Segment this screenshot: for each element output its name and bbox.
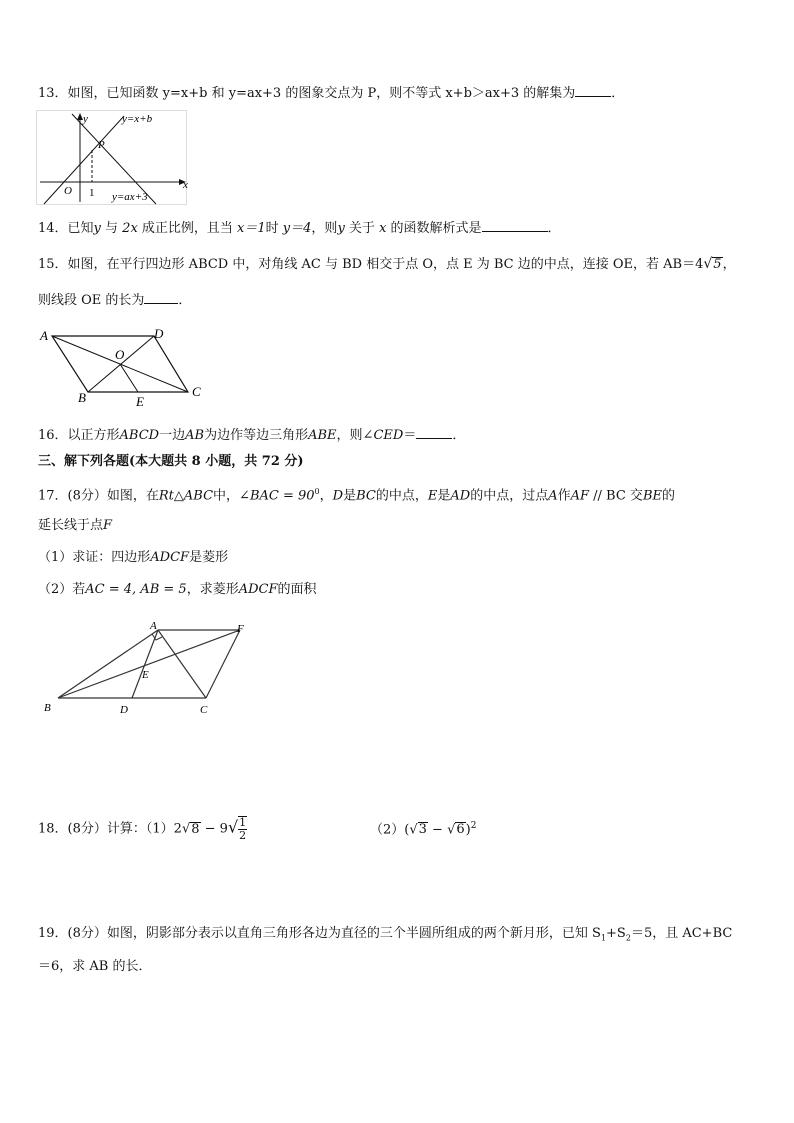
- var-y: y: [93, 221, 101, 236]
- q15-end: ．: [178, 293, 192, 308]
- answer-blank: [416, 424, 452, 439]
- q17-text: 中，: [213, 488, 240, 504]
- question-15-line2: [38, 289, 191, 311]
- label-e: E: [142, 669, 149, 681]
- q19-text: 19．(8分）如图，阴影部分表示以直角三角形各边为直径的三个半圆所组成的两个新月形，已知 S: [38, 926, 601, 941]
- q16-end: ．: [452, 428, 466, 443]
- var-x: x: [379, 221, 387, 236]
- subscript-2: 2: [625, 933, 631, 943]
- label-a: A: [150, 620, 157, 632]
- q14-text: ，则: [311, 221, 338, 236]
- question-16: [38, 424, 465, 446]
- frac-denominator: 2: [239, 829, 247, 842]
- label-origin: O: [64, 185, 72, 197]
- var-2x: 2x: [122, 221, 138, 236]
- var-bc: BC: [356, 488, 376, 504]
- sqrt-sign: √: [181, 821, 191, 837]
- q14-text: 与: [100, 221, 123, 236]
- label-f: F: [237, 623, 244, 635]
- q14-text: 成正比例，且当: [137, 221, 238, 236]
- q17-text: 是: [437, 488, 451, 504]
- q16-text: 为边作等边三角形: [204, 428, 309, 443]
- q17-text: 的面积: [277, 582, 317, 597]
- label-d: D: [120, 704, 128, 716]
- q17-text: 的中点，过点: [470, 488, 549, 504]
- q14-end: ．: [547, 221, 561, 236]
- given-values: AC = 4, AB = 5: [85, 582, 187, 597]
- q17-text: （2）若: [38, 582, 86, 597]
- q17-text: // BC 交: [589, 488, 643, 504]
- label-line2: y=ax+3: [112, 191, 148, 203]
- var-f: F: [103, 518, 113, 533]
- question-19-line1: [38, 924, 732, 949]
- question-14: [38, 217, 561, 239]
- q17-text: 延长线于点: [38, 518, 104, 533]
- q14-text: 关于: [344, 221, 380, 236]
- q16-text: ，则: [336, 428, 363, 443]
- cond-x: x＝1: [237, 221, 266, 236]
- var-abcd: ABCD: [119, 428, 160, 443]
- subscript-1: 1: [600, 933, 607, 943]
- q13-end: ．: [611, 86, 625, 101]
- degree-mark: 0: [314, 487, 320, 496]
- q17-text: ，求菱形: [186, 582, 239, 597]
- segment-ad: [132, 630, 158, 698]
- label-e: E: [136, 394, 144, 409]
- var-a: A: [548, 488, 558, 504]
- var-af: AF: [570, 488, 590, 504]
- q19-text: +S: [606, 926, 626, 941]
- q18-text: （2）(: [370, 822, 410, 838]
- question-18: [38, 816, 247, 842]
- label-y: y: [83, 113, 88, 125]
- answer-blank: [144, 289, 178, 304]
- sqrt-sign: √: [703, 256, 713, 272]
- q17-text: 的: [661, 488, 675, 504]
- sqrt-sign: √: [227, 817, 239, 837]
- question-17-part1: [38, 548, 228, 568]
- sqrt-8: 8: [191, 821, 200, 837]
- q13-text: 13．如图，已知函数 y=x+b 和 y=ax+3 的图象交点为 P，则不等式 x+b＞ax+3 的解集为: [38, 86, 576, 101]
- segment-ba: [58, 630, 158, 698]
- minus-9: − 9: [200, 821, 228, 837]
- q17-text: 17．(8分）如图，在: [38, 488, 159, 504]
- answer-blank: [575, 82, 611, 97]
- q16-text: ＝: [403, 428, 417, 443]
- exponent: 2: [470, 821, 477, 831]
- cond-y: y＝4: [282, 221, 312, 236]
- coef-2: 2: [173, 821, 182, 837]
- q17-text: 是菱形: [189, 550, 229, 565]
- q17-figure: [40, 616, 256, 720]
- minus-sign: −: [427, 822, 448, 838]
- label-b: B: [44, 702, 51, 714]
- q15-text: ，: [722, 257, 736, 272]
- label-d: D: [154, 326, 164, 341]
- label-line1: y=x+b: [122, 113, 153, 125]
- label-p: P: [98, 139, 105, 151]
- angle-bac: ∠BAC = 90: [239, 488, 315, 504]
- var-ad: AD: [450, 488, 471, 504]
- right-angle-mark: [152, 634, 162, 640]
- label-c: C: [200, 704, 208, 716]
- sqrt-3: 3: [418, 822, 427, 838]
- q16-text: 16．以正方形: [38, 428, 120, 443]
- q17-text: ，: [319, 488, 333, 504]
- q14-text: 时: [265, 221, 283, 236]
- segment-bf: [58, 630, 240, 698]
- sqrt-sign: √: [447, 822, 456, 838]
- angle-ced: ∠CED: [362, 428, 404, 443]
- var-e: E: [427, 488, 438, 504]
- q19-text: ＝5，且 AC+BC: [630, 926, 733, 941]
- diagonal-bd: [88, 336, 154, 392]
- q17-text: 是: [343, 488, 357, 504]
- segment-ac: [158, 630, 206, 698]
- var-d: D: [332, 488, 344, 504]
- q17-text: 的中点，: [375, 488, 428, 504]
- question-17-part2: [38, 580, 317, 600]
- q17-text: （1）求证：四边形: [38, 550, 151, 565]
- var-adcf: ADCF: [238, 582, 278, 597]
- var-be: BE: [642, 488, 662, 504]
- label-a: A: [40, 328, 48, 343]
- q19-text: ＝6，求 AB 的长．: [38, 959, 152, 974]
- question-18-part2: [370, 816, 476, 840]
- label-b: B: [78, 390, 86, 405]
- label-one: 1: [89, 187, 95, 199]
- question-15-line1: [38, 254, 736, 275]
- q15-figure: [36, 324, 216, 410]
- var-ab: AB: [185, 428, 205, 443]
- var-abe: ABE: [308, 428, 337, 443]
- sqrt-sign: √: [409, 822, 418, 838]
- q15-text: 则线段 OE 的长为: [38, 293, 145, 308]
- question-17-line1: [38, 482, 675, 506]
- label-x: x: [183, 179, 188, 191]
- question-17-line2: [38, 516, 112, 536]
- close-paren: ): [465, 822, 471, 838]
- q17-text: 作: [557, 488, 571, 504]
- q16-text: 一边: [159, 428, 186, 443]
- section-heading: 三、解下列各题(本大题共 8 小题，共 72 分): [38, 454, 304, 469]
- q18-text: 18．(8分）计算：（1）: [38, 821, 174, 837]
- sqrt-value: 5: [713, 257, 722, 272]
- q15-text: 15．如图，在平行四边形 ABCD 中，对角线 AC 与 BD 相交于点 O，点 E 为 BC 边的中点，连接 OE，若 AB＝4: [38, 257, 704, 272]
- var-adcf: ADCF: [150, 550, 190, 565]
- fraction-one-half: [238, 816, 247, 842]
- q14-text: 14．已知: [38, 221, 94, 236]
- label-o: O: [115, 347, 125, 362]
- sqrt-6: 6: [456, 822, 465, 838]
- triangle-label: Rt△ABC: [158, 488, 214, 504]
- frac-numerator: 1: [239, 816, 247, 829]
- question-13: [38, 82, 624, 104]
- var-y: y: [337, 221, 345, 236]
- question-19-line2: [38, 957, 151, 977]
- label-c: C: [192, 384, 201, 399]
- answer-blank: [482, 217, 548, 232]
- q13-figure: [36, 110, 192, 206]
- q14-text: 的函数解析式是: [386, 221, 482, 236]
